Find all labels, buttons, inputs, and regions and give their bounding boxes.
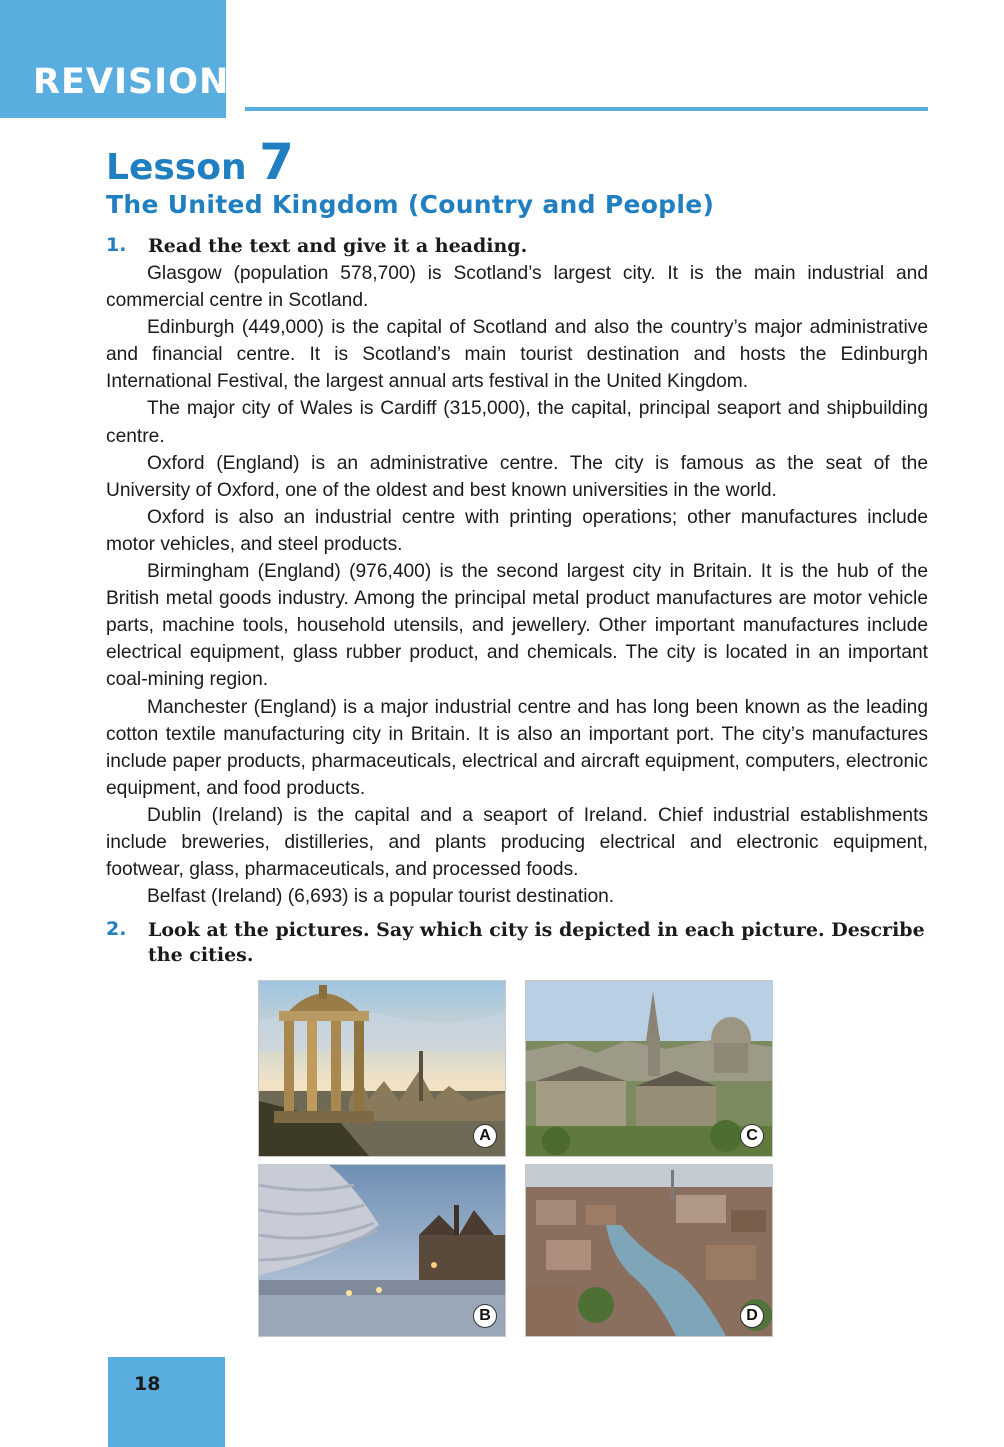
picture-a-image [259,981,505,1156]
picture-c [525,980,773,1157]
picture-b-image [259,1165,505,1336]
lesson-title [106,133,294,192]
task-1 [106,234,928,259]
picture-c-image [526,981,772,1156]
picture-b-badge: B [473,1304,497,1328]
picture-d-image [526,1165,772,1336]
task-1-number: 1. [106,234,127,256]
task-2 [106,918,928,968]
picture-a-badge: A [473,1124,497,1148]
header-divider [245,107,928,111]
task-2-number: 2. [106,918,127,940]
page-number: 18 [134,1373,161,1395]
paragraph-birmingham: Birmingham (England) (976,400) is the second largest city in Britain. It is the hub of the British metal goods industry. Among the principal metal product manufactures are motor vehicle parts, machine tools, household utensils, and jewellery. Other important manufactures include electrical equipment, glass rubber product, and chemicals. The city is located in an important coal-mining region. [106,561,928,691]
lesson-subtitle: The United Kingdom (Country and People) [106,190,715,219]
paragraph-glasgow: Glasgow (population 578,700) is Scotland’s largest city. It is the main industrial and commercial centre in Scotland. [106,263,928,312]
lesson-number: 7 [259,133,294,191]
task-2-instruction: Look at the pictures. Say which city is depicted in each picture. Describe the cities. [148,919,925,966]
page-number-box [108,1357,225,1447]
picture-d [525,1164,773,1337]
paragraph-cardiff: The major city of Wales is Cardiff (315,000), the capital, principal seaport and shipbuilding centre. [106,398,928,447]
paragraph-belfast: Belfast (Ireland) (6,693) is a popular tourist destination. [147,886,615,908]
picture-c-badge: C [740,1124,764,1148]
section-label: REVISION [33,62,230,102]
paragraph-manchester: Manchester (England) is a major industrial centre and has long been known as the leading cotton textile manufacturing city in Britain. It is also an important port. The city’s manufactures include paper products, pharmaceuticals, electrical and aircraft equipment, computers, electronic equipment, and food products. [106,696,928,799]
task-1-instruction: Read the text and give it a heading. [148,235,528,257]
reading-text [106,260,928,910]
paragraph-oxford-industry: Oxford is also an industrial centre with printing operations; other manufactures include motor vehicles, and steel products. [106,506,928,555]
picture-d-badge: D [740,1304,764,1328]
paragraph-oxford: Oxford (England) is an administrative centre. The city is famous as the seat of the University of Oxford, one of the oldest and best known universities in the world. [106,452,928,501]
picture-a [258,980,506,1157]
picture-b [258,1164,506,1337]
lesson-word: Lesson [106,147,247,188]
paragraph-edinburgh: Edinburgh (449,000) is the capital of Scotland and also the country’s major administrative and financial centre. It is Scotland’s main tourist destination and hosts the Edinburgh International Festival, the largest annual arts festival in the United Kingdom. [106,317,928,393]
paragraph-dublin: Dublin (Ireland) is the capital and a seaport of Ireland. Chief industrial establishments include breweries, distilleries, and plants producing electrical and electronic equipment, footwear, glass, pharmaceuticals, and processed foods. [106,804,928,881]
